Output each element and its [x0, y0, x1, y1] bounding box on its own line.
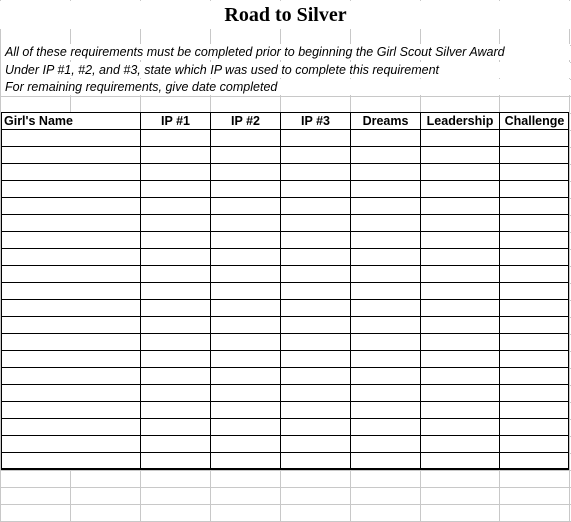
grid-row-line [0, 504, 571, 505]
page-title: Road to Silver [0, 1, 571, 29]
table-row [1, 367, 569, 368]
table-column-border [210, 112, 211, 469]
column-header-dreams: Dreams [362, 114, 409, 128]
note-line-2: Under IP #1, #2, and #3, state which IP was used to complete this requirement [1, 62, 570, 78]
table-column-border [499, 112, 500, 469]
grid-row-line [0, 487, 571, 488]
table-row [1, 265, 569, 266]
table-row [1, 180, 569, 181]
column-header-girls-name: Girl's Name [4, 114, 73, 128]
column-header-ip3: IP #3 [301, 114, 330, 128]
requirements-table [1, 112, 569, 469]
table-row [1, 299, 569, 300]
table-row [1, 129, 569, 130]
table-row [1, 452, 569, 453]
table-row [1, 401, 569, 402]
table-column-border [350, 112, 351, 469]
table-column-border [420, 112, 421, 469]
grid-row-line [0, 96, 571, 97]
column-header-challenge: Challenge [504, 114, 565, 128]
column-header-ip2: IP #2 [231, 114, 260, 128]
table-row [1, 214, 569, 215]
table-row [1, 435, 569, 436]
column-header-leadership: Leadership [426, 114, 494, 128]
note-line-3: For remaining requirements, give date completed [1, 79, 570, 95]
column-header-ip1: IP #1 [161, 114, 190, 128]
table-row [1, 163, 569, 164]
table-row [1, 418, 569, 419]
table-row [1, 350, 569, 351]
table-row [1, 316, 569, 317]
note-line-1: All of these requirements must be completed prior to beginning the Girl Scout Silver Award [1, 44, 570, 60]
table-row [1, 231, 569, 232]
table-column-border [280, 112, 281, 469]
table-row [1, 248, 569, 249]
table-row [1, 197, 569, 198]
table-row [1, 384, 569, 385]
grid-row-line [0, 470, 571, 471]
table-row [1, 469, 569, 470]
table-row [1, 333, 569, 334]
table-row [1, 282, 569, 283]
table-row [1, 146, 569, 147]
table-column-border [140, 112, 141, 469]
